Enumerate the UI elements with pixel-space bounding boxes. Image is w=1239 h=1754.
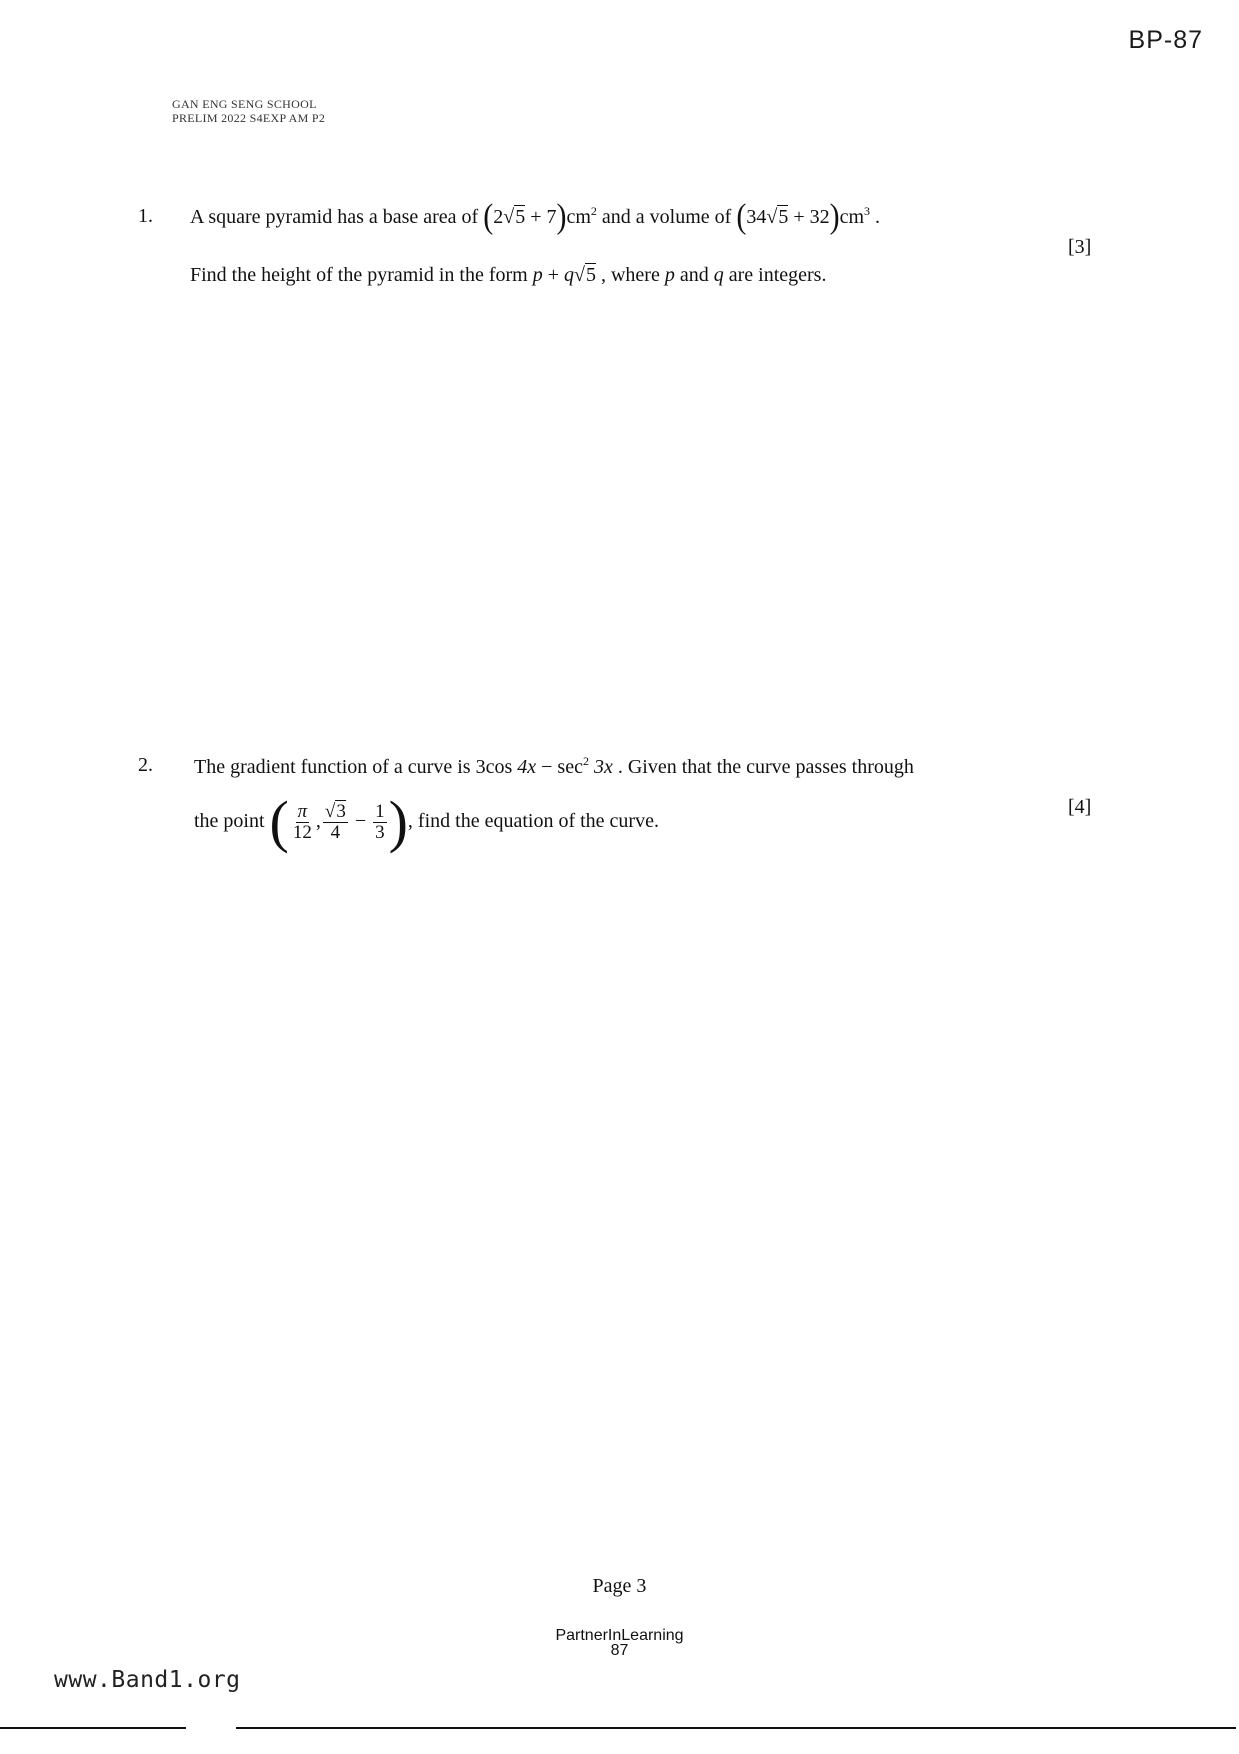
q2-minus: − (349, 810, 372, 832)
q2-expr-coef: 3 (475, 756, 486, 778)
q2-expr-4x: 4x (512, 756, 537, 778)
paper-title: PRELIM 2022 S4EXP AM P2 (172, 111, 326, 125)
q1-base-rad: 5 (515, 206, 526, 228)
question-1-line-1: A square pyramid has a base area of $(2√5 + 7)cm^2$ and a volume of $(34√5 + 32)cm^3$ . (190, 197, 881, 236)
q1-text: and a volume of (596, 206, 737, 228)
question-2-number: 2. (138, 754, 153, 776)
q1-unit-area: cm (566, 206, 591, 228)
q2-frac-2-num: √3 (324, 800, 346, 822)
footer-brand (0, 1628, 1239, 1658)
q2-text: . Given that the curve passes through (612, 756, 914, 778)
q2-frac-1 (291, 802, 314, 843)
q1-text: A square pyramid has a base area of (190, 206, 484, 228)
q2-frac-1-num: π (297, 800, 308, 822)
document-header (172, 97, 325, 125)
q2-frac-3-den: 3 (375, 821, 385, 843)
question-2-line-2: the point ( $\frac{\pi}{12}$ , $\frac{√3}{4}$ − $\frac{1}{3}$ ), find the equation of the curve. (194, 789, 659, 854)
question-2-marks: [4] (1068, 796, 1092, 818)
q2-text: , find the equation of the curve. (407, 810, 659, 832)
question-1-number: 1. (138, 205, 153, 227)
q1-unit-vol: cm (839, 206, 865, 228)
q1-vol-plus: + 32 (788, 206, 830, 228)
q2-frac-3 (373, 802, 387, 843)
q2-frac-2 (323, 802, 348, 843)
question-1-line-2: Find the height of the pyramid in the form p + q√5 , where p and q are integers. (190, 264, 827, 286)
q1-unit-vol-exp: 3 (864, 204, 871, 218)
q1-text: , where (595, 264, 665, 286)
q2-comma: , (315, 810, 321, 832)
page-number: Page 3 (592, 1575, 647, 1597)
question-1-marks: [3] (1068, 236, 1092, 258)
q1-form-rad: 5 (585, 264, 596, 286)
page-code: BP-87 (1128, 26, 1203, 54)
website-watermark: www.Band1.org (54, 1667, 241, 1693)
q2-expr-cos: cos (485, 756, 513, 778)
q1-var-q: q (713, 264, 724, 286)
q1-text: and (674, 264, 714, 286)
q2-expr-sec: sec (557, 756, 583, 778)
q1-form-p: p (532, 264, 543, 286)
q2-text: The gradient function of a curve is (194, 756, 476, 778)
q2-frac-2-rad: 3 (336, 800, 346, 822)
q2-frac-3-num: 1 (375, 800, 385, 822)
q1-form-plus: + (542, 264, 564, 286)
q1-text: . (870, 206, 881, 228)
brand-name: PartnerInLearning (555, 1627, 684, 1644)
q1-unit-area-exp: 2 (590, 204, 597, 218)
q1-form-q: q (564, 264, 574, 286)
question-2-line-1 (194, 754, 914, 779)
q1-vol-rad: 5 (778, 206, 789, 228)
school-name: GAN ENG SENG SCHOOL (172, 97, 317, 111)
q1-var-p: p (664, 264, 675, 286)
q1-text: are integers. (723, 264, 827, 286)
q1-vol-coef: 34 (746, 206, 767, 228)
q2-expr-sec-exp: 2 (582, 754, 589, 768)
q2-frac-2-den: 4 (330, 821, 341, 843)
bottom-rule-right (236, 1727, 1236, 1729)
q1-base-coef: 2 (493, 206, 504, 228)
q2-expr-minus: − (536, 756, 558, 778)
q1-text: Find the height of the pyramid in the form (190, 264, 533, 286)
q1-base-plus: + 7 (525, 206, 557, 228)
brand-number: 87 (610, 1642, 629, 1659)
q2-text: the point (194, 810, 270, 832)
q2-frac-1-den: 12 (292, 821, 312, 843)
bottom-rule-left (0, 1727, 186, 1729)
q2-expr-3x: 3x (588, 756, 613, 778)
